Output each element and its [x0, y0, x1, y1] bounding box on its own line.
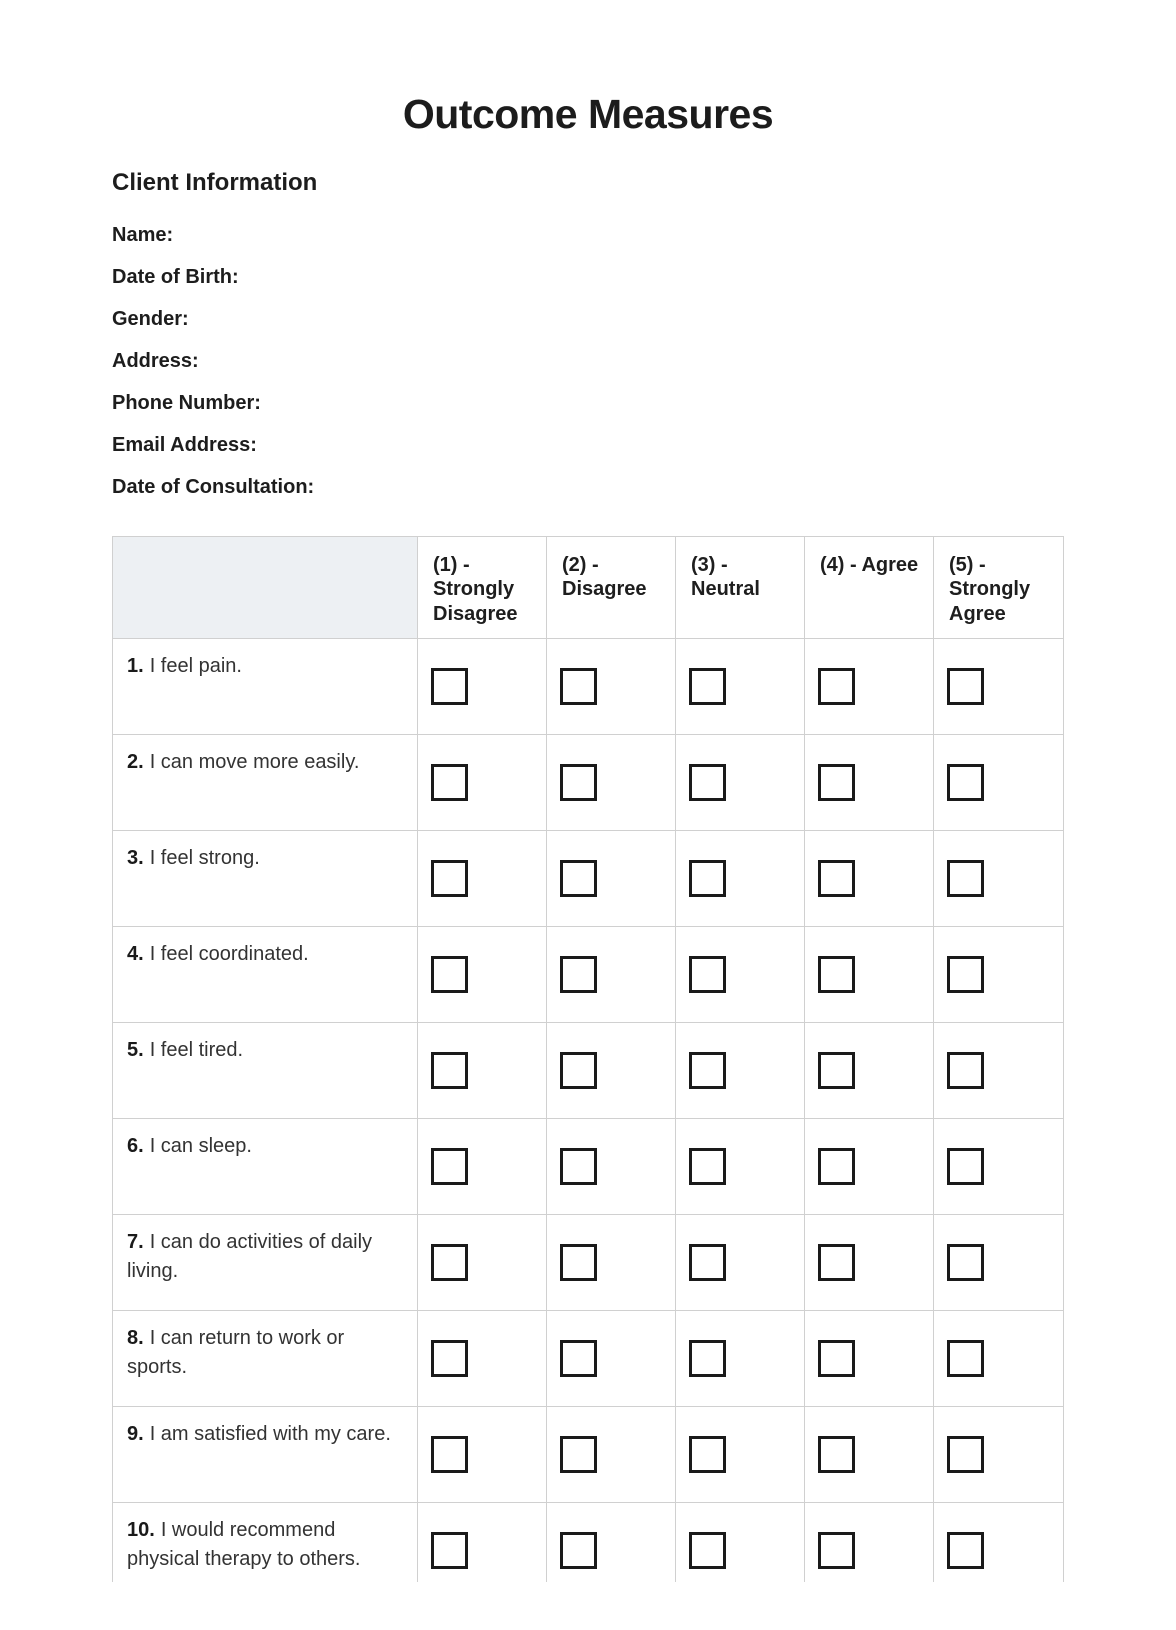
checkbox-q1-opt4[interactable] [818, 668, 855, 705]
page-title: Outcome Measures [402, 91, 774, 137]
question-number: 3. [127, 846, 144, 869]
checkbox-q5-opt1[interactable] [431, 1052, 468, 1089]
checkbox-cell [934, 830, 1064, 926]
checkbox-cell [547, 1022, 676, 1118]
checkbox-cell [676, 1502, 805, 1582]
checkbox-q6-opt2[interactable] [560, 1148, 597, 1185]
checkbox-q5-opt3[interactable] [689, 1052, 726, 1089]
checkbox-q3-opt4[interactable] [818, 860, 855, 897]
checkbox-q2-opt4[interactable] [818, 764, 855, 801]
question-text: I can do activities of daily living. [127, 1230, 373, 1282]
scale-header-disagree: (2) - Disagree [547, 536, 676, 638]
checkbox-q8-opt1[interactable] [431, 1340, 468, 1377]
checkbox-cell [418, 926, 547, 1022]
checkbox-q6-opt5[interactable] [947, 1148, 984, 1185]
question-label-cell [113, 830, 418, 926]
question-row-2 [113, 734, 1064, 830]
scale-header-strongly-disagree: (1) - Strongly Disagree [418, 536, 547, 638]
question-row-7 [113, 1214, 1064, 1310]
question-text: I feel coordinated. [149, 942, 309, 965]
checkbox-q10-opt5[interactable] [947, 1532, 984, 1569]
checkbox-cell [676, 830, 805, 926]
checkbox-cell [418, 734, 547, 830]
checkbox-q1-opt5[interactable] [947, 668, 984, 705]
checkbox-cell [418, 1214, 547, 1310]
checkbox-cell [418, 1022, 547, 1118]
checkbox-q9-opt2[interactable] [560, 1436, 597, 1473]
client-info-heading: Client Information [112, 169, 318, 197]
checkbox-q3-opt5[interactable] [947, 860, 984, 897]
field-label-date-of-consultation: Date of Consultation: [112, 475, 315, 498]
checkbox-cell [676, 1310, 805, 1406]
question-row-1 [113, 638, 1064, 734]
checkbox-cell [934, 926, 1064, 1022]
checkbox-cell [418, 638, 547, 734]
checkbox-q8-opt2[interactable] [560, 1340, 597, 1377]
question-label-cell [113, 638, 418, 734]
checkbox-q7-opt2[interactable] [560, 1244, 597, 1281]
checkbox-q1-opt1[interactable] [431, 668, 468, 705]
checkbox-cell [676, 1022, 805, 1118]
checkbox-cell [547, 734, 676, 830]
checkbox-q4-opt2[interactable] [560, 956, 597, 993]
checkbox-cell [547, 1214, 676, 1310]
checkbox-cell [934, 1406, 1064, 1502]
question-number: 7. [127, 1230, 144, 1253]
checkbox-cell [418, 1502, 547, 1582]
checkbox-q3-opt3[interactable] [689, 860, 726, 897]
checkbox-cell [805, 734, 934, 830]
checkbox-q8-opt4[interactable] [818, 1340, 855, 1377]
checkbox-cell [805, 830, 934, 926]
checkbox-cell [676, 1406, 805, 1502]
question-number: 5. [127, 1038, 144, 1061]
field-label-name: Name: [112, 223, 174, 246]
field-label-gender: Gender: [112, 307, 189, 330]
checkbox-q7-opt5[interactable] [947, 1244, 984, 1281]
checkbox-cell [934, 1022, 1064, 1118]
checkbox-cell [547, 1406, 676, 1502]
question-label-cell [113, 1022, 418, 1118]
question-number: 1. [127, 654, 144, 677]
checkbox-q2-opt5[interactable] [947, 764, 984, 801]
checkbox-cell [418, 830, 547, 926]
checkbox-cell [805, 1022, 934, 1118]
checkbox-q6-opt1[interactable] [431, 1148, 468, 1185]
checkbox-cell [805, 926, 934, 1022]
checkbox-cell [418, 1406, 547, 1502]
checkbox-cell [676, 734, 805, 830]
checkbox-q7-opt1[interactable] [431, 1244, 468, 1281]
question-label-cell [113, 1502, 418, 1582]
checkbox-q4-opt3[interactable] [689, 956, 726, 993]
checkbox-q10-opt3[interactable] [689, 1532, 726, 1569]
question-row-3 [113, 830, 1064, 926]
checkbox-q9-opt1[interactable] [431, 1436, 468, 1473]
checkbox-q5-opt4[interactable] [818, 1052, 855, 1089]
question-label-cell [113, 926, 418, 1022]
checkbox-cell [805, 1502, 934, 1582]
checkbox-q10-opt4[interactable] [818, 1532, 855, 1569]
checkbox-q7-opt4[interactable] [818, 1244, 855, 1281]
checkbox-cell [676, 638, 805, 734]
checkbox-q2-opt2[interactable] [560, 764, 597, 801]
checkbox-cell [676, 1118, 805, 1214]
checkbox-cell [547, 1502, 676, 1582]
checkbox-cell [805, 1310, 934, 1406]
field-label-address: Address: [112, 349, 199, 372]
checkbox-cell [805, 1118, 934, 1214]
checkbox-q9-opt4[interactable] [818, 1436, 855, 1473]
question-number: 2. [127, 750, 144, 773]
checkbox-q1-opt2[interactable] [560, 668, 597, 705]
question-row-9 [113, 1406, 1064, 1502]
checkbox-cell [934, 1118, 1064, 1214]
scale-header-neutral: (3) - Neutral [676, 536, 805, 638]
checkbox-cell [934, 1310, 1064, 1406]
checkbox-cell [934, 1502, 1064, 1582]
checkbox-q10-opt1[interactable] [431, 1532, 468, 1569]
checkbox-q7-opt3[interactable] [689, 1244, 726, 1281]
question-row-10 [113, 1502, 1064, 1582]
question-number: 6. [127, 1134, 144, 1157]
question-text: I can sleep. [149, 1134, 252, 1157]
question-label-cell [113, 734, 418, 830]
question-text: I am satisfied with my care. [149, 1422, 391, 1445]
checkbox-cell [547, 638, 676, 734]
checkbox-q2-opt1[interactable] [431, 764, 468, 801]
checkbox-cell [418, 1118, 547, 1214]
checkbox-cell [676, 1214, 805, 1310]
checkbox-q4-opt5[interactable] [947, 956, 984, 993]
checkbox-q8-opt5[interactable] [947, 1340, 984, 1377]
field-label-email-address: Email Address: [112, 433, 257, 456]
question-number: 10. [127, 1518, 155, 1541]
question-label-cell [113, 1310, 418, 1406]
checkbox-cell [547, 1118, 676, 1214]
question-row-8 [113, 1310, 1064, 1406]
checkbox-cell [418, 1310, 547, 1406]
checkbox-q4-opt4[interactable] [818, 956, 855, 993]
checkbox-cell [547, 1310, 676, 1406]
checkbox-q3-opt2[interactable] [560, 860, 597, 897]
question-number: 4. [127, 942, 144, 965]
question-text: I can return to work or sports. [127, 1326, 345, 1378]
checkbox-cell [547, 830, 676, 926]
survey-table-container [112, 536, 1064, 1582]
scale-header-strongly-agree: (5) - Strongly Agree [934, 536, 1064, 638]
scale-header-agree: (4) - Agree [805, 536, 934, 638]
question-text: I feel pain. [149, 654, 242, 677]
checkbox-cell [934, 638, 1064, 734]
question-label-cell [113, 1118, 418, 1214]
checkbox-q8-opt3[interactable] [689, 1340, 726, 1377]
question-text: I can move more easily. [149, 750, 360, 773]
question-number: 9. [127, 1422, 144, 1445]
field-label-date-of-birth: Date of Birth: [112, 265, 239, 288]
checkbox-cell [805, 638, 934, 734]
question-row-5 [113, 1022, 1064, 1118]
checkbox-q6-opt4[interactable] [818, 1148, 855, 1185]
question-row-4 [113, 926, 1064, 1022]
checkbox-q5-opt5[interactable] [947, 1052, 984, 1089]
checkbox-cell [934, 734, 1064, 830]
survey-table [112, 536, 1064, 1582]
checkbox-q9-opt5[interactable] [947, 1436, 984, 1473]
checkbox-q3-opt1[interactable] [431, 860, 468, 897]
question-row-6 [113, 1118, 1064, 1214]
checkbox-q2-opt3[interactable] [689, 764, 726, 801]
question-label-cell [113, 1406, 418, 1502]
question-text: I feel strong. [149, 846, 260, 869]
checkbox-cell [676, 926, 805, 1022]
checkbox-q5-opt2[interactable] [560, 1052, 597, 1089]
checkbox-q4-opt1[interactable] [431, 956, 468, 993]
checkbox-q9-opt3[interactable] [689, 1436, 726, 1473]
scale-header-row [113, 536, 1064, 638]
field-label-phone-number: Phone Number: [112, 391, 261, 414]
checkbox-cell [805, 1406, 934, 1502]
page-content [0, 169, 1176, 1582]
checkbox-cell [547, 926, 676, 1022]
question-text: I would recommend physical therapy to others. [127, 1518, 361, 1570]
checkbox-cell [805, 1214, 934, 1310]
checkbox-q6-opt3[interactable] [689, 1148, 726, 1185]
question-number: 8. [127, 1326, 144, 1349]
checkbox-cell [934, 1214, 1064, 1310]
checkbox-q1-opt3[interactable] [689, 668, 726, 705]
question-label-cell [113, 1214, 418, 1310]
empty-corner-cell [113, 536, 418, 638]
question-text: I feel tired. [149, 1038, 244, 1061]
checkbox-q10-opt2[interactable] [560, 1532, 597, 1569]
client-info-fields [112, 224, 1064, 499]
